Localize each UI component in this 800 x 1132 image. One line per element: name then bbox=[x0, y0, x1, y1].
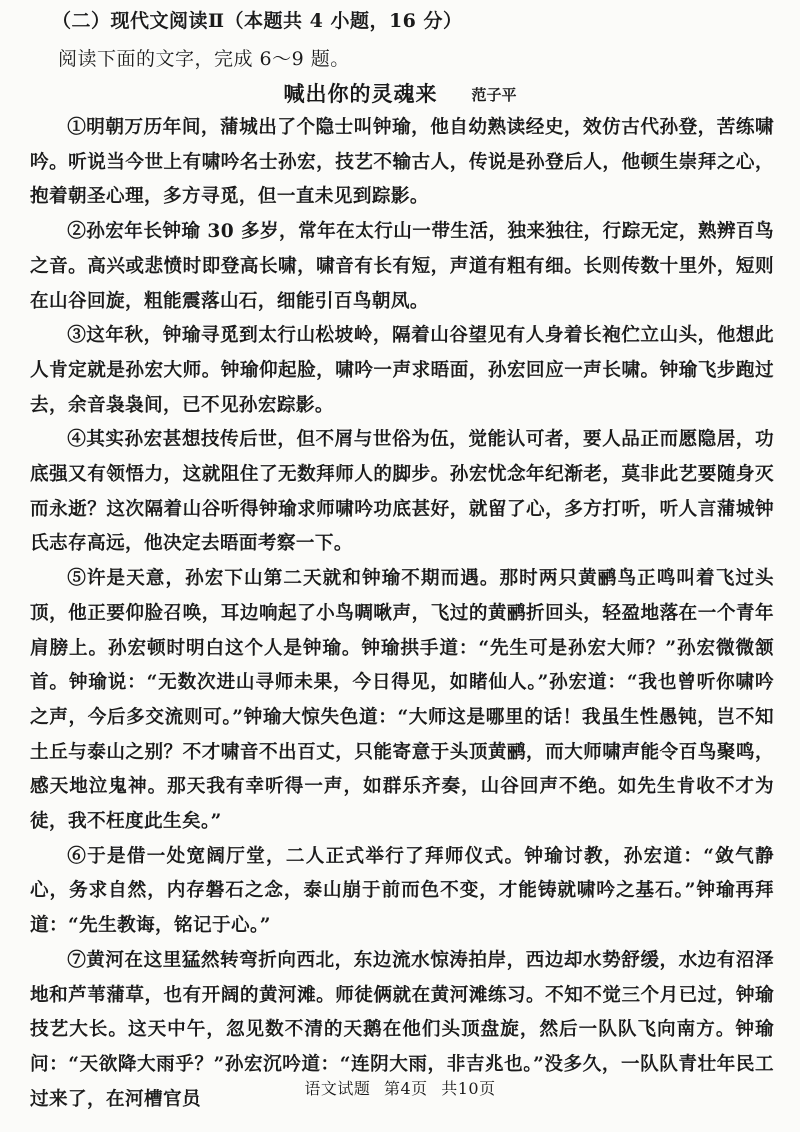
paragraph-2: ②孙宏年长钟瑜 30 多岁，常年在太行山一带生活，独来独往，行踪无定，熟辨百鸟之音。高兴或悲愤时即登高长啸，啸音有长有短，声道有粗有细。长则传数十里外，短则在山谷回旋，粗能震落山石，细能引百鸟朝凤。 bbox=[30, 221, 774, 312]
article-title: 喊出你的灵魂来 bbox=[283, 81, 438, 106]
article-author: 范子平 bbox=[471, 86, 517, 104]
reading-instruction: 阅读下面的文字，完成 6～9 题。 bbox=[58, 48, 350, 70]
footer-page-number: 第4页 bbox=[383, 1079, 428, 1098]
paragraph-3: ③这年秋，钟瑜寻觅到太行山松坡岭，隔着山谷望见有人身着长袍伫立山头，他想此人肯定就是孙宏大师。钟瑜仰起脸，啸吟一声求晤面，孙宏回应一声长啸。钟瑜飞步跑过去，余音袅袅间，已不见孙宏踪影。 bbox=[30, 325, 774, 416]
article-body bbox=[30, 111, 774, 1117]
paragraph-5: ⑤许是天意，孙宏下山第二天就和钟瑜不期而遇。那时两只黄鹂鸟正鸣叫着飞过头顶，他正要仰脸召唤，耳边响起了小鸟啁啾声，飞过的黄鹂折回头，轻盈地落在一个青年肩膀上。孙宏顿时明白这个人是钟瑜。钟瑜拱手道：“先生可是孙宏大师？”孙宏微微颔首。钟瑜说：“无数次进山寻师未果，今日得见，如睹仙人。”孙宏道：“我也曾听你啸吟之声，今后多交流则可。”钟瑜大惊失色道：“大师这是哪里的话！我虽生性愚钝，岂不知土丘与泰山之别？不才啸音不出百丈，只能寄意于头顶黄鹂，而大师啸声能令百鸟聚鸣，感天地泣鬼神。那天我有幸听得一声，如群乐齐奏，山谷回声不绝。如先生肯收不才为徒，我不枉度此生矣。” bbox=[30, 568, 774, 833]
paragraph-4: ④其实孙宏甚想技传后世，但不屑与世俗为伍，觉能认可者，要人品正而愿隐居，功底强又有领悟力，这就阻住了无数拜师人的脚步。孙宏忧念年纪渐老，莫非此艺要随身灭而永逝？这次隔着山谷听得钟瑜求师啸吟功底甚好，就留了心，多方打听，听人言蒲城钟氏志存高远，他决定去晤面考察一下。 bbox=[30, 429, 774, 555]
footer-subject: 语文试题 bbox=[304, 1079, 371, 1098]
paragraph-1: ①明朝万历年间，蒲城出了个隐士叫钟瑜，他自幼熟读经史，效仿古代孙登，苦练啸吟。听说当今世上有啸吟名士孙宏，技艺不输古人，传说是孙登后人，他顿生崇拜之心，抱着朝圣心理，多方寻觅，但一直未见到踪影。 bbox=[30, 117, 774, 208]
page-footer bbox=[0, 1076, 800, 1099]
paragraph-7: ⑦黄河在这里猛然转弯折向西北，东边流水惊涛拍岸，西边却水势舒缓，水边有沼泽地和芦苇蒲草，也有开阔的黄河滩。师徒俩就在黄河滩练习。不知不觉三个月已过，钟瑜技艺大长。这天中午，忽见数不清的天鹅在他们头顶盘旋，然后一队队飞向南方。钟瑜问：“天欲降大雨乎？”孙宏沉吟道：“连阴大雨，非吉兆也。”没多久，一队队青壮年民工过来了，在河槽官员 bbox=[30, 949, 774, 1110]
footer-total-pages: 共10页 bbox=[441, 1079, 496, 1098]
article-title-row bbox=[0, 78, 800, 108]
paragraph-6: ⑥于是借一处宽阔厅堂，二人正式举行了拜师仪式。钟瑜讨教，孙宏道：“敛气静心，务求自然，内存磐石之念，泰山崩于前而色不变，才能铸就啸吟之基石。”钟瑜再拜道：“先生教诲，铭记于心。” bbox=[30, 845, 774, 937]
section-heading: （二）现代文阅读Ⅱ（本题共 4 小题，16 分） bbox=[52, 10, 463, 32]
